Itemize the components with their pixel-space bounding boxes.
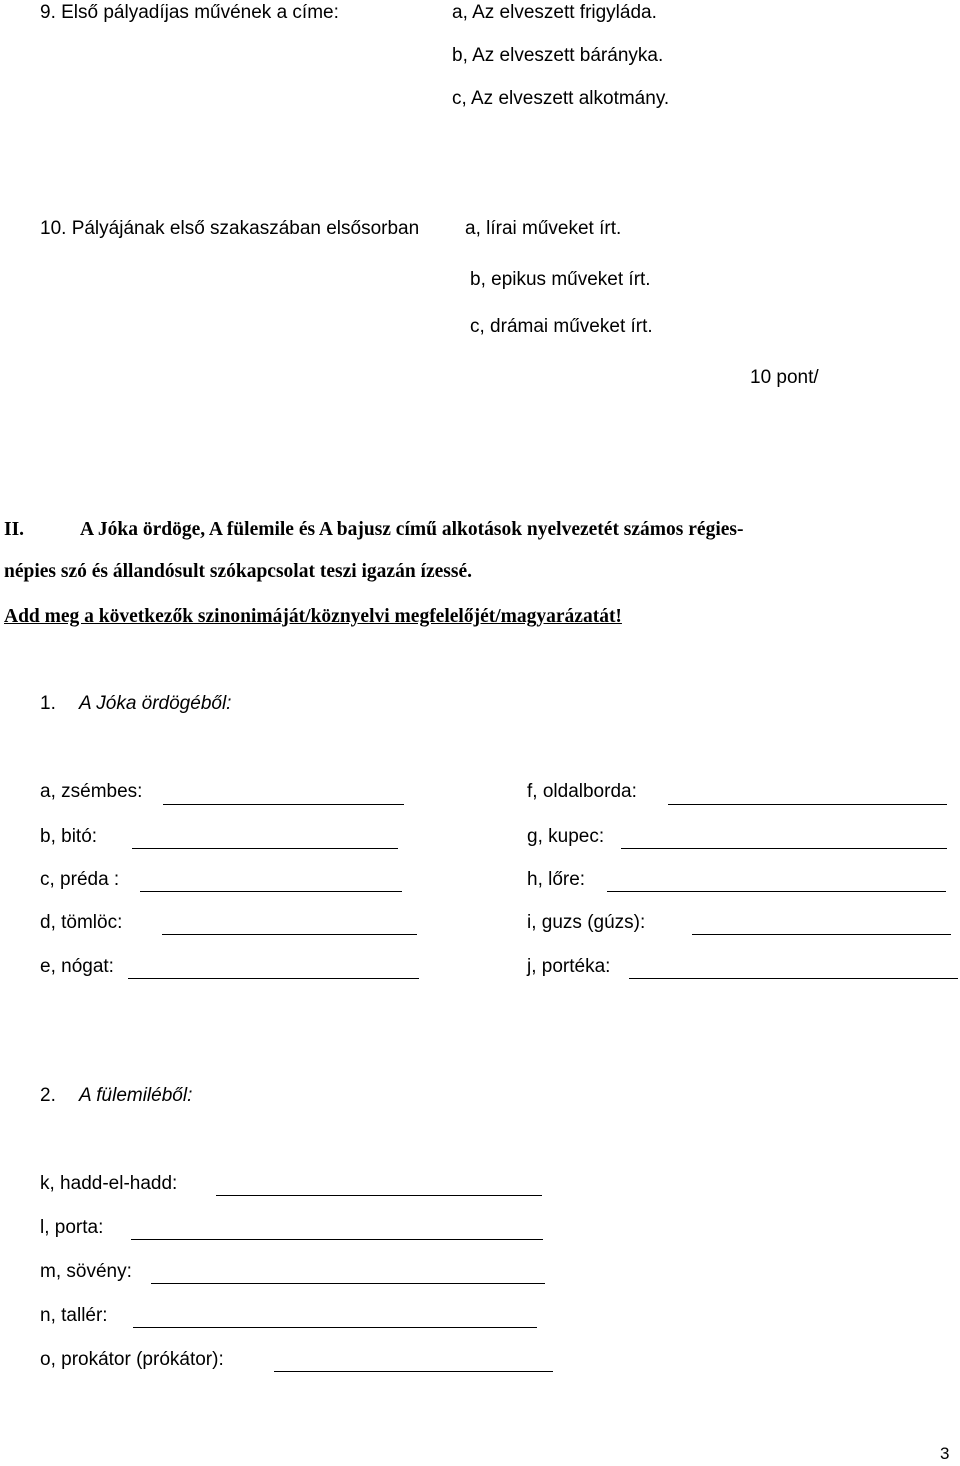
section-instruction: Add meg a következők szinonimáját/köznyelvi megfelelőjét/magyarázatát! [4,606,622,627]
q9-option-c: c, Az elveszett alkotmány. [452,88,670,109]
item-i-answer-line[interactable] [692,934,951,935]
item-c-answer-line[interactable] [140,891,402,892]
item-k-label: k, hadd-el-hadd: [40,1173,178,1194]
item-a-answer-line[interactable] [163,804,404,805]
item-g-answer-line[interactable] [621,848,947,849]
item-l-label: l, porta: [40,1217,104,1238]
item-k-answer-line[interactable] [216,1195,542,1196]
item-f-answer-line[interactable] [668,804,947,805]
item-m-answer-line[interactable] [151,1283,545,1284]
item-o-label: o, prokátor (prókátor): [40,1349,224,1370]
section-line-2: népies szó és állandósult szókapcsolat teszi igazán ízessé. [4,561,472,582]
page-number: 3 [940,1444,950,1463]
item-d-answer-line[interactable] [162,934,417,935]
q10-option-c: c, drámai műveket írt. [470,316,653,337]
item-n-label: n, tallér: [40,1305,108,1326]
item-a-label: a, zsémbes: [40,781,143,802]
item-n-answer-line[interactable] [133,1327,537,1328]
item-e-label: e, nógat: [40,956,114,977]
part1-title: A Jóka ördögéből: [79,693,232,714]
item-o-answer-line[interactable] [274,1371,553,1372]
item-m-label: m, sövény: [40,1261,132,1282]
item-j-label: j, portéka: [527,956,611,977]
q10-option-b: b, epikus műveket írt. [470,269,651,290]
q10-option-a: a, lírai műveket írt. [465,218,622,239]
item-e-answer-line[interactable] [128,978,419,979]
part1-number: 1. [40,693,56,714]
q9-option-a: a, Az elveszett frigyláda. [452,2,657,23]
part2-number: 2. [40,1085,56,1106]
section-numeral: II. [4,519,25,540]
item-b-answer-line[interactable] [132,848,398,849]
item-d-label: d, tömlöc: [40,912,123,933]
item-h-answer-line[interactable] [607,891,946,892]
item-g-label: g, kupec: [527,826,605,847]
q9-option-b: b, Az elveszett báránykа. [452,45,664,66]
item-l-answer-line[interactable] [131,1239,543,1240]
section-line-1: A Jóka ördöge, A fülemile és A bajusz című alkotások nyelvezetét számos régies- [80,519,744,540]
item-b-label: b, bitó: [40,826,98,847]
item-f-label: f, oldalborda: [527,781,637,802]
item-h-label: h, lőre: [527,869,586,890]
part2-title: A fülemiléből: [79,1085,193,1106]
q10-points: 10 pont/ [750,367,819,388]
item-i-label: i, guzs (gúzs): [527,912,646,933]
item-c-label: c, préda : [40,869,120,890]
item-j-answer-line[interactable] [629,978,958,979]
q10-label: 10. Pályájának első szakaszában elsősorban [40,218,420,239]
q9-label: 9. Első pályadíjas művének a címe: [40,2,339,23]
